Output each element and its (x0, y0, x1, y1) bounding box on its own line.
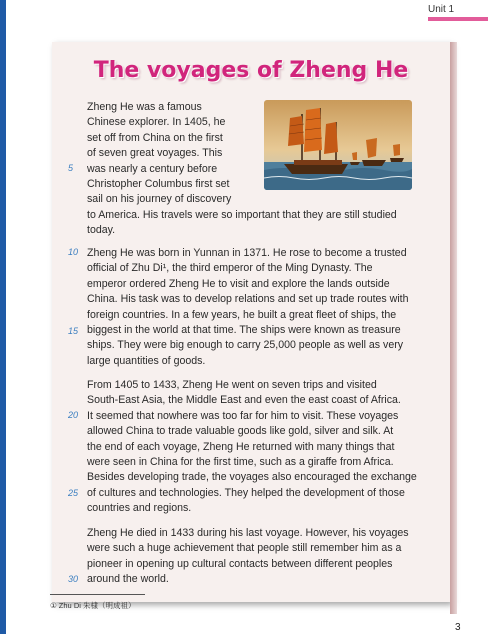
para1-line-1: Zheng He was a famous (87, 101, 202, 113)
ship-painting-image (264, 100, 412, 190)
para4-line-3: pioneer in opening up cultural contacts between different peoples (87, 557, 393, 570)
line-number-30: 30 (68, 574, 79, 584)
page-title: The voyages of Zheng He (93, 58, 409, 83)
para3-line-9: countries and regions. (87, 502, 192, 515)
para3-line-7: Besides developing trade, the voyages also encouraged the exchange (87, 471, 417, 484)
page-number: 3 (455, 622, 461, 633)
paragraph-4 (87, 526, 427, 588)
para2-line-7: ships. They were big enough to carry 25,000 people as well as very (87, 339, 404, 352)
para4-line-2: were such a huge achievement that people still remember him as a (87, 542, 402, 555)
para3-line-2: South-East Asia, the Middle East and even the east coast of Africa. (87, 394, 401, 407)
footnote: ① Zhu Di 朱棣（明成祖） (50, 601, 136, 610)
para2-line-2: official of Zhu Di¹, the third emperor of the Ming Dynasty. The (87, 262, 373, 275)
para3-line-6: were seen in China for the first time, such as a giraffe from Africa. (87, 456, 394, 469)
para3-line-8: of cultures and technologies. They helped the development of those (87, 486, 405, 499)
para2-line-5: foreign countries. In a few years, he built a great fleet of ships, the (87, 308, 397, 321)
para1-line-9: today. (87, 224, 116, 237)
line-number-20: 20 (68, 410, 79, 420)
para1-line-3: set off from China on the first (87, 131, 223, 144)
para3-line-3: It seemed that nowhere was too far for him to visit. These voyages (87, 409, 399, 422)
paragraph-1-wrap (87, 100, 259, 208)
para1-line-2: Chinese explorer. In 1405, he (87, 116, 226, 129)
line-number-5: 5 (68, 163, 74, 173)
para3-line-4: allowed China to trade valuable goods like gold, silver and silk. At (87, 425, 394, 438)
treasure-ship-illustration (264, 100, 412, 190)
left-margin-rule (0, 0, 6, 634)
para2-line-4: China. His task was to develop relations and set up trade routes with (87, 293, 409, 306)
paragraph-3 (87, 378, 427, 517)
para1-line-6: Christopher Columbus first set (87, 178, 230, 191)
reading-panel (52, 42, 450, 602)
unit-tab (428, 4, 488, 15)
para2-line-6: biggest in the world at that time. The ships were known as treasure (87, 324, 401, 337)
para4-line-4: around the world. (87, 573, 169, 586)
para2-line-3: emperor ordered Zheng He to visit and explore the lands outside (87, 277, 390, 290)
paragraph-1-tail (87, 208, 427, 239)
para1-line-8: to America. His travels were so important that they are still studied (87, 209, 397, 221)
line-number-10: 10 (68, 247, 79, 257)
line-number-25: 25 (68, 488, 79, 498)
page-curl-edge (450, 42, 457, 614)
para1-line-4: of seven great voyages. This (87, 147, 223, 160)
para3-line-1: From 1405 to 1433, Zheng He went on seven trips and visited (87, 379, 377, 391)
para1-line-7: sail on his journey of discovery (87, 193, 232, 206)
unit-label: Unit 1 (428, 4, 455, 15)
unit-underline (428, 17, 488, 21)
para2-line-8: large quantities of goods. (87, 354, 206, 367)
para3-line-5: the end of each voyage, Zheng He returned with many things that (87, 440, 395, 453)
para4-line-1: Zheng He died in 1433 during his last voyage. However, his voyages (87, 527, 409, 539)
paragraph-1-lines (87, 100, 259, 208)
footnote-rule (50, 594, 145, 595)
para2-line-1: Zheng He was born in Yunnan in 1371. He rose to become a trusted (87, 247, 407, 259)
line-number-15: 15 (68, 326, 79, 336)
para1-line-5: was nearly a century before (87, 162, 218, 175)
paragraph-2 (87, 246, 427, 369)
